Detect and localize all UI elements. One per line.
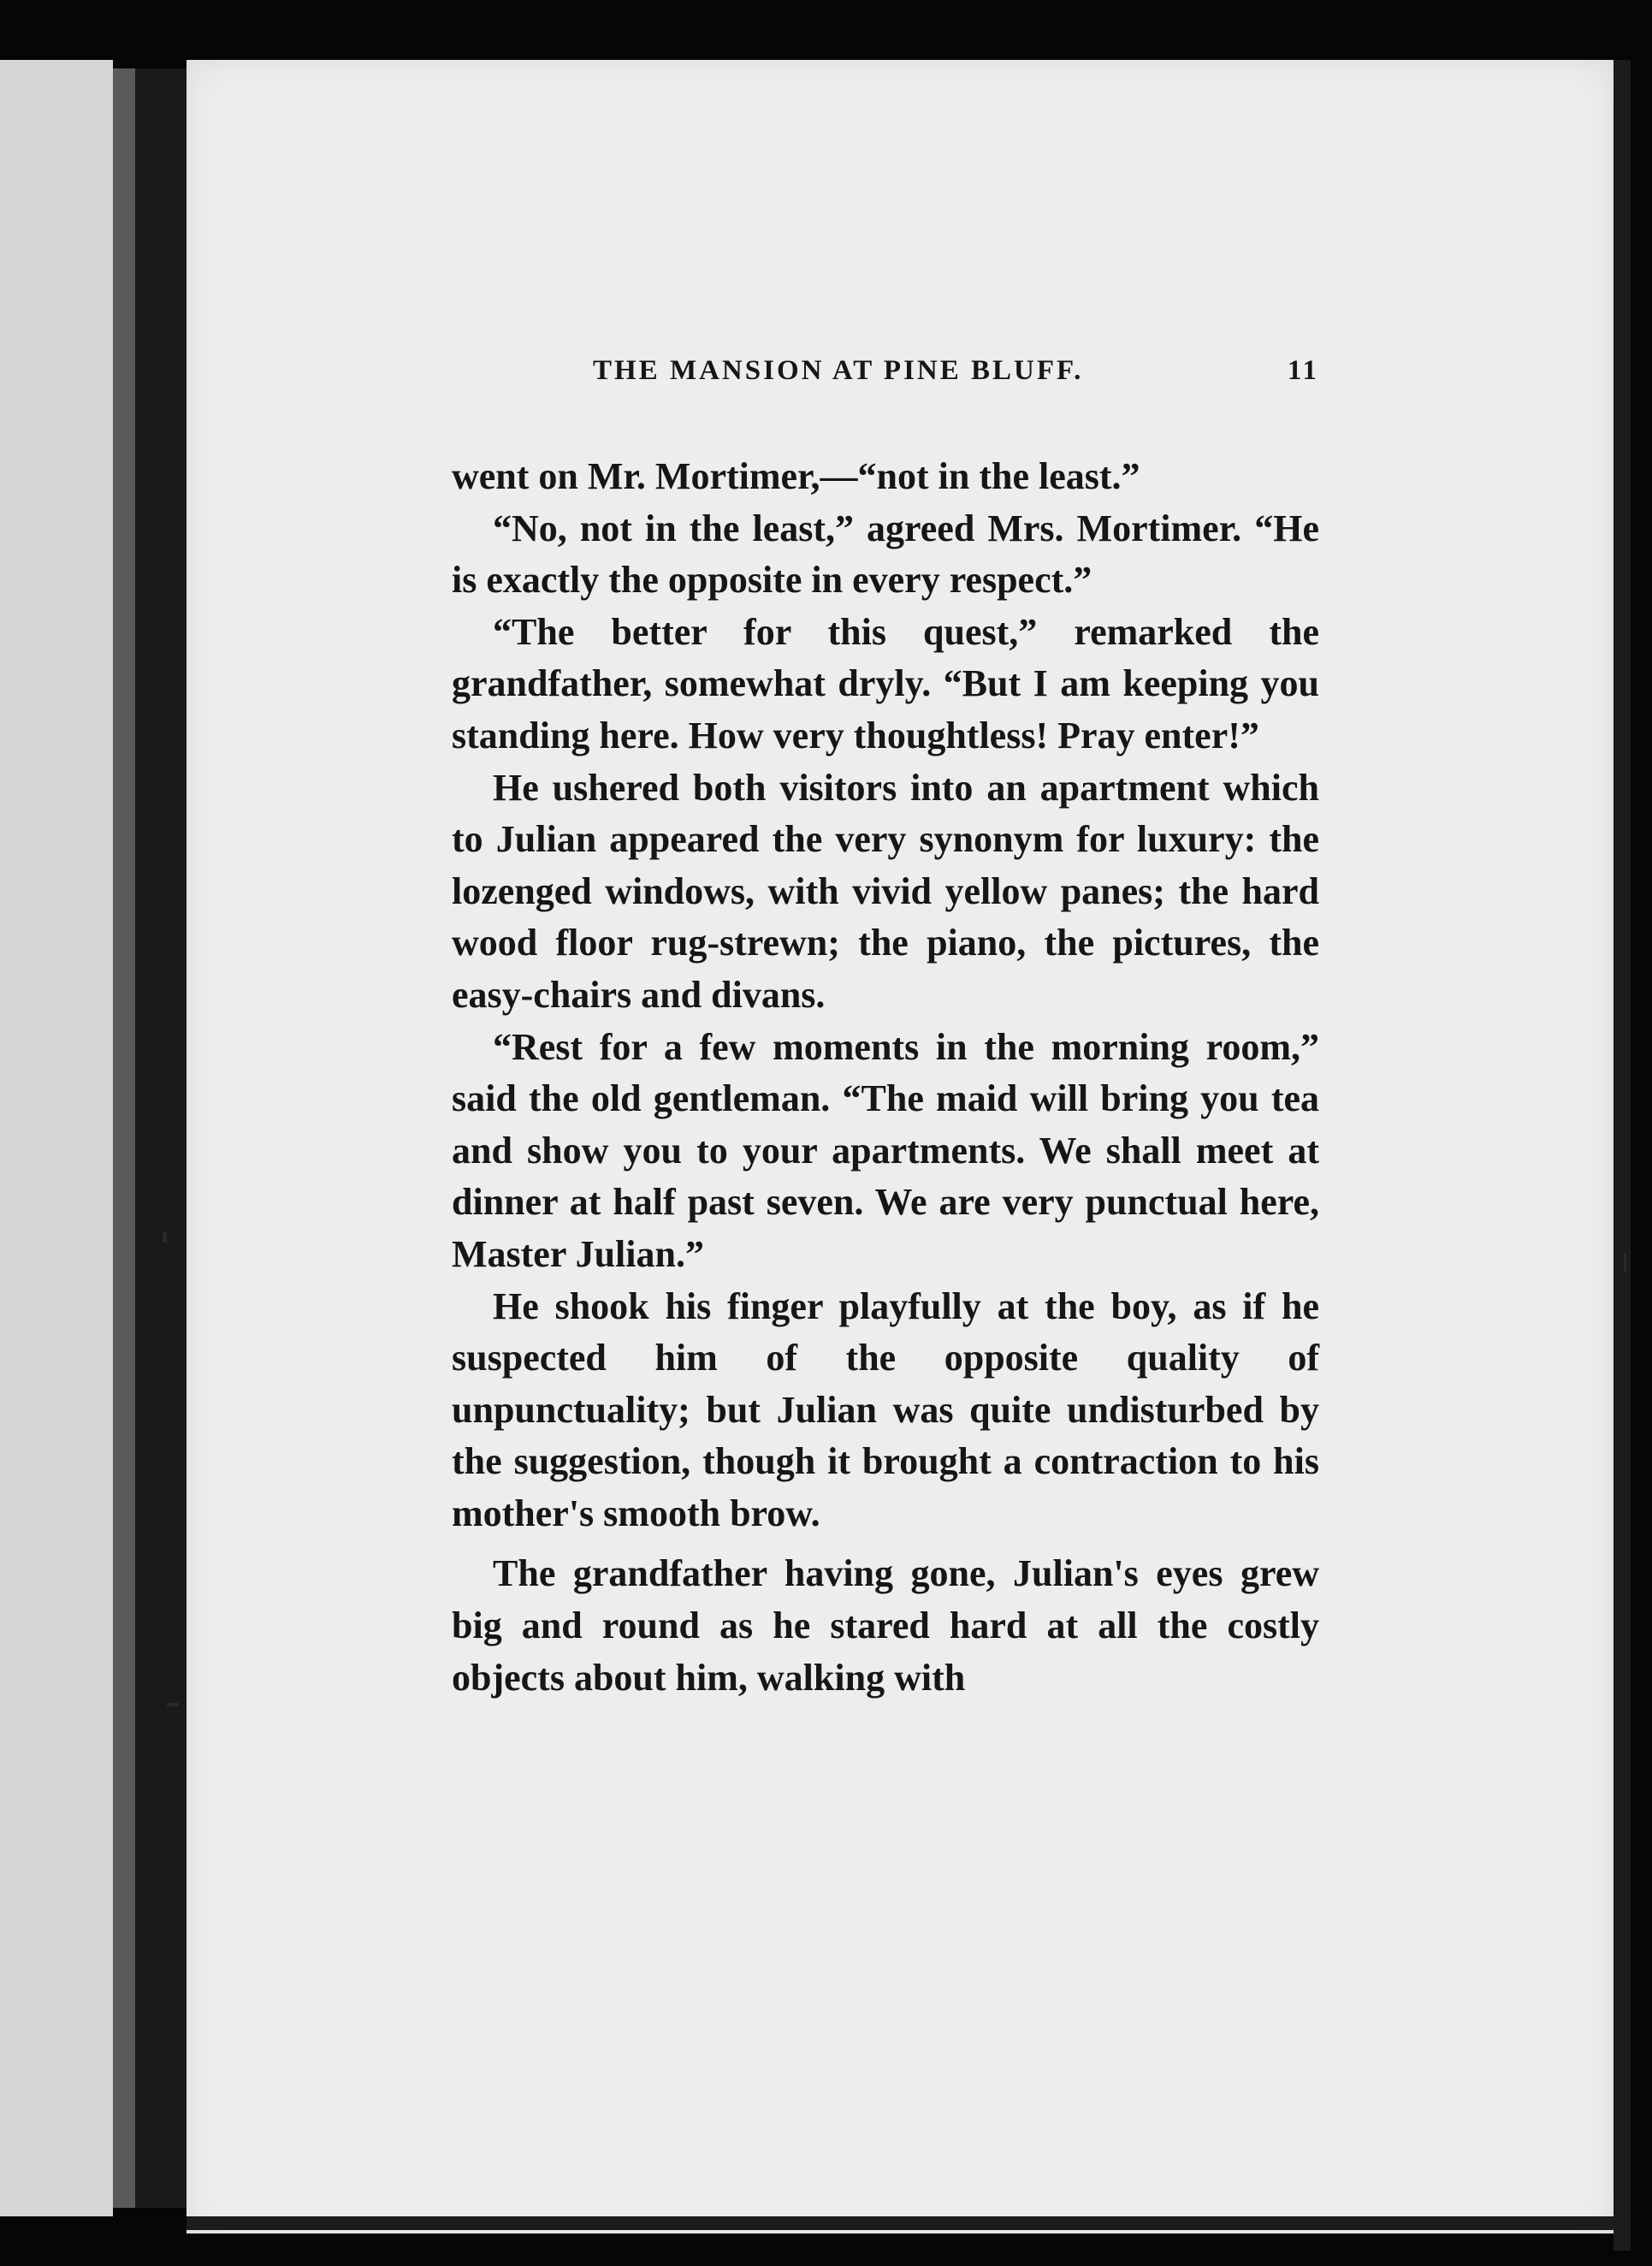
running-head [452, 355, 1319, 424]
paragraph: “The better for this quest,” remarked the grandfather, somewhat dryly. “But I am keeping you standing here. How very thoughtless! Pray enter!” [452, 610, 1319, 756]
paragraph: “No, not in the least,” agreed Mrs. Mortimer. “He is exactly the opposite in every respect.” [452, 507, 1319, 602]
page-right-edge [1614, 60, 1631, 2251]
paragraph: “Rest for a few moments in the morning room,” said the old gentleman. “The maid will bring you tea and show you to your apartments. We shall meet at dinner at half past seven. We are very punctual here, Master Julian.” [452, 1025, 1319, 1275]
paragraph: went on Mr. Mortimer,—“not in the least.” [452, 455, 1140, 497]
running-title: THE MANSION AT PINE BLUFF. [593, 355, 1084, 386]
gutter-shadow [113, 68, 135, 2208]
book-gutter [135, 68, 187, 2208]
facing-page-edge [0, 60, 113, 2216]
paragraph: The grandfather having gone, Julian's eyes grew big and round as he stared hard at all the costly objects about him, walking with [452, 1552, 1319, 1699]
scan-speck [163, 1232, 167, 1243]
scan-speck [167, 1703, 179, 1706]
scan-speck [1624, 1254, 1626, 1272]
page-bottom-edge [187, 2216, 1631, 2230]
body-text [452, 451, 1319, 1704]
page-text [452, 355, 1319, 1704]
paragraph: He ushered both visitors into an apartment which to Julian appeared the very synonym for luxury: the lozenged windows, with vivid yellow panes; the hard wood floor rug-strewn; the piano, the pictures, the easy-chairs and divans. [452, 766, 1319, 1016]
page-number: 11 [1287, 355, 1319, 386]
paragraph: He shook his finger playfully at the boy, as if he suspected him of the opposite quality of unpunctuality; but Julian was quite undisturbed by the suggestion, though it brought a contraction to his mother's smooth brow. [452, 1284, 1319, 1534]
